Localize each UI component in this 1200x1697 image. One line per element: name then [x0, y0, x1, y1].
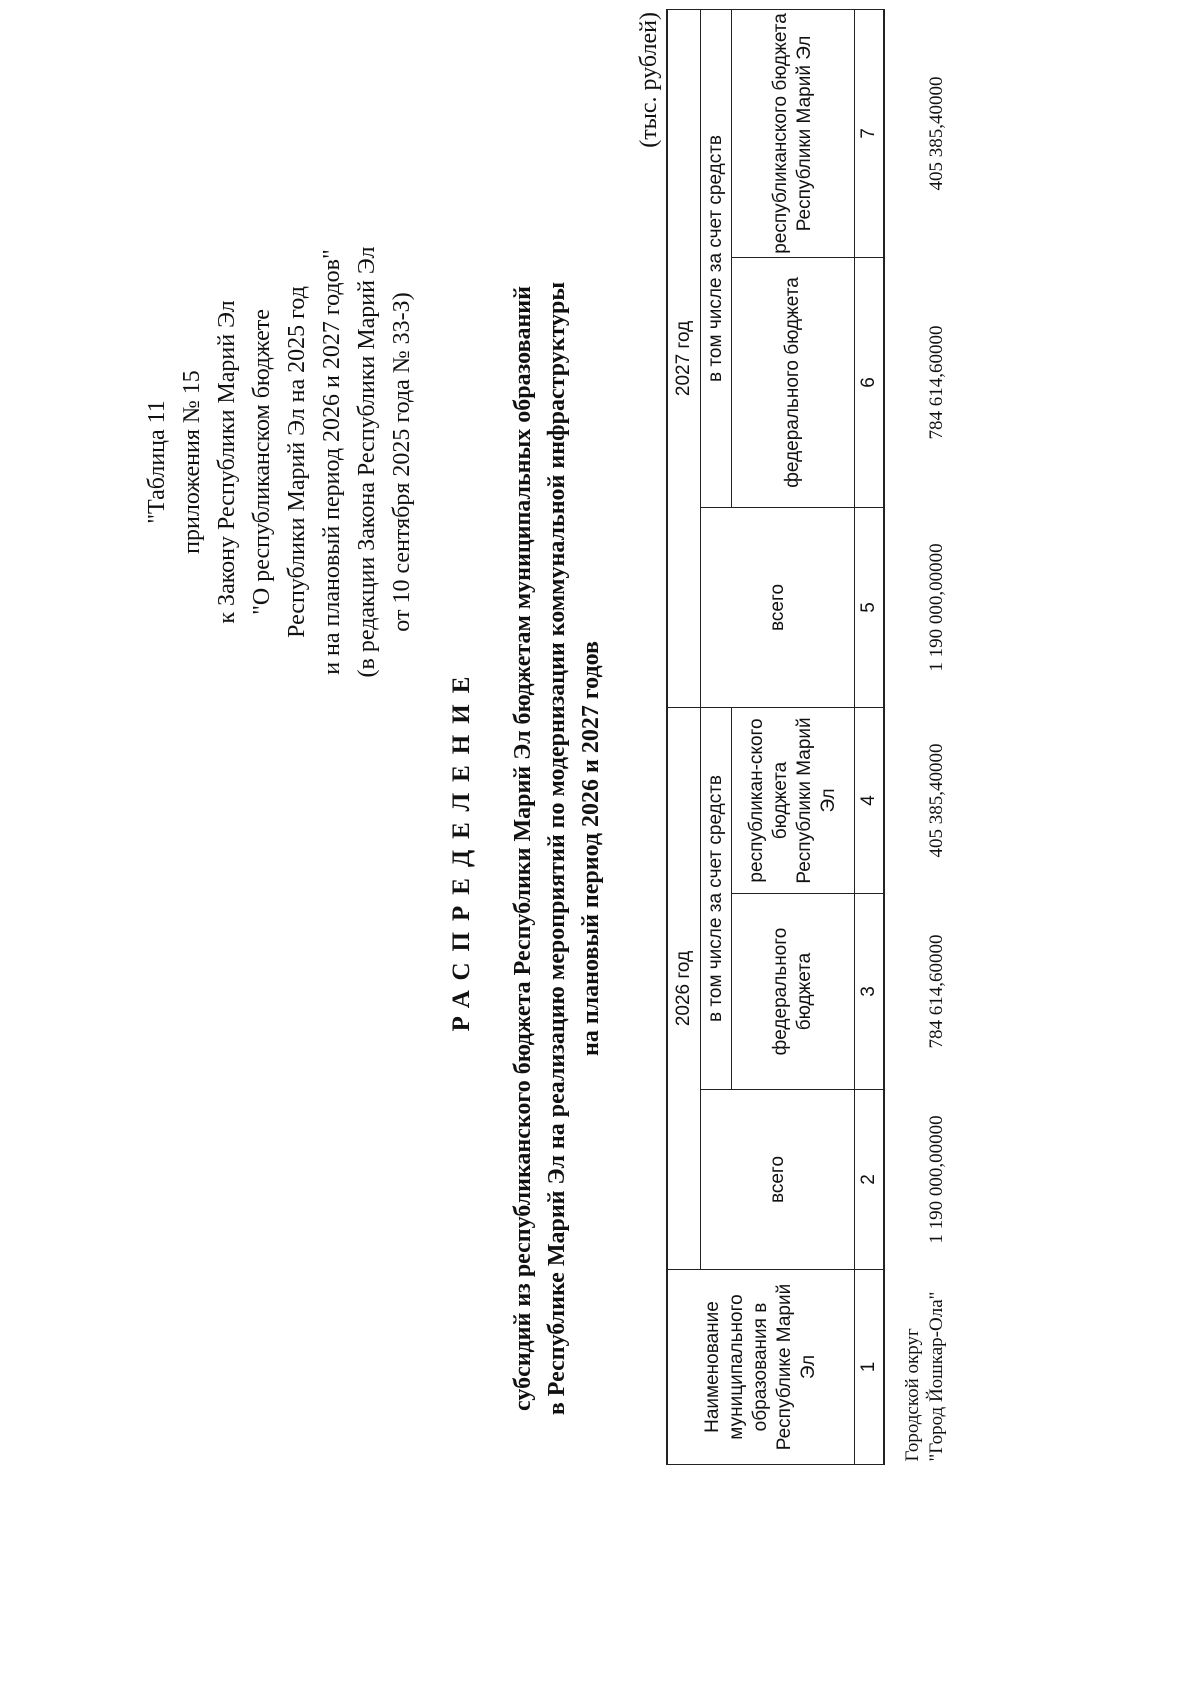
column-number: 5 — [855, 507, 885, 707]
column-number-row — [855, 9, 885, 1464]
header-including-2026: в том числе за счет средств — [701, 707, 732, 1089]
total-2026-value: 1 190 000,00000 — [926, 1115, 947, 1244]
column-number: 2 — [855, 1090, 885, 1270]
header-federal-2026: федерального бюджета — [732, 894, 855, 1090]
subtitle-line: на плановый период 2026 и 2027 годов — [578, 641, 604, 1056]
header-year-2026: 2026 год — [667, 707, 701, 1269]
header-republic-2026: республикан-ского бюджета Республики Марий Эл — [732, 707, 855, 893]
header-republic-2027: республиканского бюджета Республики Марий Эл — [732, 9, 855, 257]
column-number: 4 — [855, 707, 885, 893]
column-number: 6 — [855, 257, 885, 507]
header-line: (в редакции Закона Республики Марий Эл — [354, 246, 380, 678]
header-year-2027: 2027 год — [667, 9, 701, 707]
header-municipality-name: Наименование муниципального образования в Республике Марий Эл — [667, 1270, 855, 1465]
column-number: 7 — [855, 9, 885, 257]
republic-2026-value: 405 385,40000 — [926, 743, 947, 858]
header-line: "Таблица 11 — [144, 400, 170, 524]
header-line: приложения № 15 — [179, 370, 205, 554]
federal-2026-value: 784 614,60000 — [926, 934, 947, 1049]
appendix-header — [140, 227, 420, 697]
municipality-name — [884, 1270, 950, 1465]
subsidy-distribution-table — [666, 9, 950, 1465]
header-line: "О республиканском бюджете — [249, 309, 275, 615]
republic-2027-value: 405 385,40000 — [926, 76, 947, 191]
header-line: от 10 сентября 2025 года № 33-З) — [389, 292, 415, 632]
subtitle-line: субсидий из республиканского бюджета Республики Марий Эл бюджетам муниципальных образований — [510, 286, 536, 1411]
header-line: и на плановый период 2026 и 2027 годов" — [319, 249, 345, 675]
header-including-2027: в том числе за счет средств — [701, 9, 732, 507]
header-total-2026: всего — [701, 1090, 855, 1270]
header-line: Республики Марий Эл на 2025 год — [284, 286, 310, 638]
document-subtitle — [506, 0, 608, 1697]
federal-2027-value: 784 614,60000 — [926, 325, 947, 440]
document-title: РАСПРЕДЕЛЕНИЕ — [448, 665, 475, 1032]
table-row — [884, 9, 950, 1464]
units-label: (тыс. рублей) — [636, 12, 662, 148]
municipality-type: Городской округ — [902, 1328, 923, 1462]
total-2027-value: 1 190 000,00000 — [926, 543, 947, 672]
header-line: к Закону Республики Марий Эл — [214, 300, 240, 624]
municipality-title: "Город Йошкар-Ола" — [926, 1291, 947, 1462]
column-number: 3 — [855, 894, 885, 1090]
subtitle-line: в Республике Марий Эл на реализацию мероприятий по модернизации коммунальной инфраструктуры — [544, 281, 570, 1416]
header-federal-2027: федерального бюджета — [732, 257, 855, 507]
column-number: 1 — [855, 1270, 885, 1465]
header-total-2027: всего — [701, 507, 855, 707]
